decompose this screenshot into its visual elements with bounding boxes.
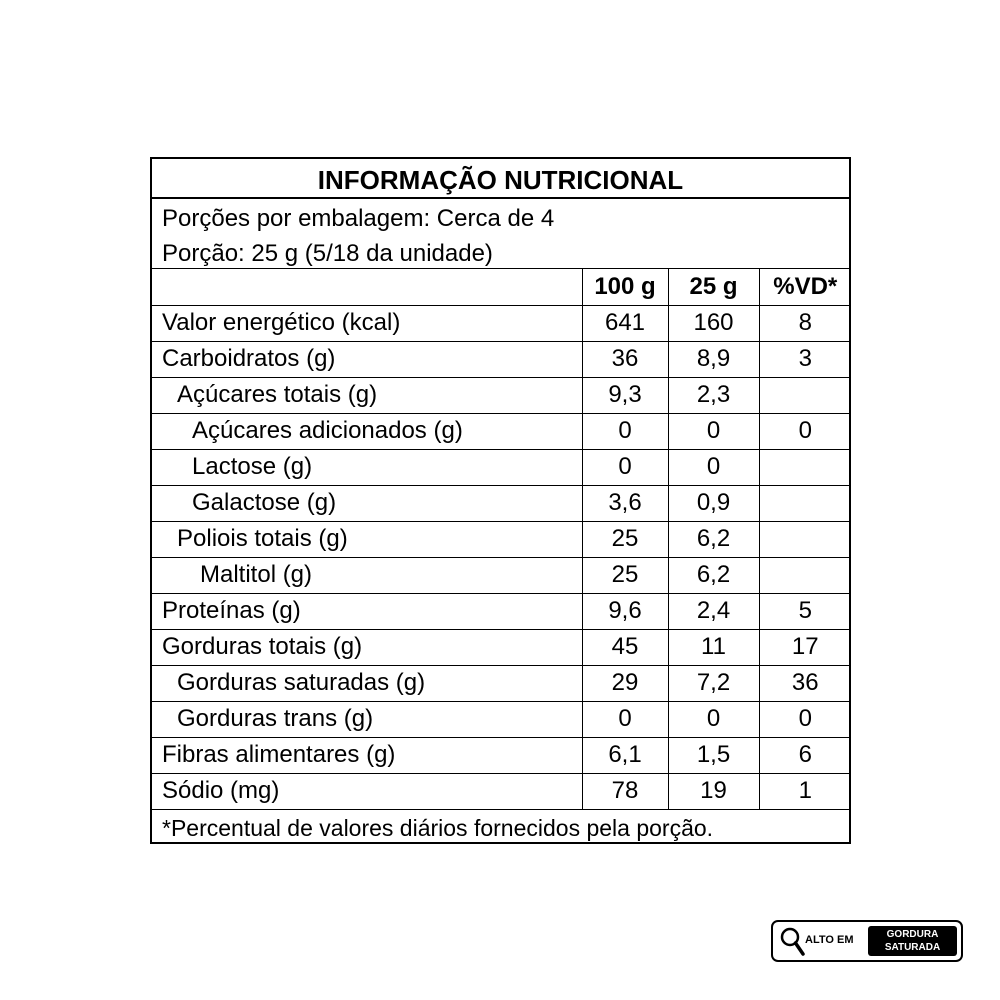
- header-vd: %VD*: [759, 269, 851, 305]
- seal-nutrient-box: [868, 926, 957, 956]
- value-portion: 160: [668, 305, 759, 341]
- nutrient-label: Galactose (g): [152, 485, 582, 521]
- value-100g: 9,3: [582, 377, 668, 413]
- value-portion: 0: [668, 413, 759, 449]
- value-portion: 1,5: [668, 737, 759, 773]
- value-vd: 3: [759, 341, 851, 377]
- value-portion: 6,2: [668, 521, 759, 557]
- value-portion: 6,2: [668, 557, 759, 593]
- nutrient-label: Valor energético (kcal): [152, 305, 582, 341]
- value-100g: 641: [582, 305, 668, 341]
- table-row: [152, 773, 851, 809]
- nutrition-table: [152, 269, 851, 810]
- nutrient-label: Açúcares adicionados (g): [152, 413, 582, 449]
- value-vd: 0: [759, 413, 851, 449]
- value-100g: 25: [582, 521, 668, 557]
- value-portion: 2,3: [668, 377, 759, 413]
- value-vd: 5: [759, 593, 851, 629]
- value-100g: 0: [582, 449, 668, 485]
- table-row: [152, 737, 851, 773]
- value-vd: [759, 521, 851, 557]
- portion-info: [152, 199, 849, 269]
- nutrient-label: Poliois totais (g): [152, 521, 582, 557]
- serving-size: Porção: 25 g (5/18 da unidade): [162, 240, 493, 267]
- value-100g: 3,6: [582, 485, 668, 521]
- value-vd: [759, 485, 851, 521]
- header-100g: 100 g: [582, 269, 668, 305]
- seal-line2: SATURADA: [884, 942, 941, 953]
- value-100g: 29: [582, 665, 668, 701]
- seal-line1: GORDURA: [886, 929, 939, 940]
- value-vd: [759, 557, 851, 593]
- value-portion: 2,4: [668, 593, 759, 629]
- nutrient-label: Carboidratos (g): [152, 341, 582, 377]
- value-portion: 19: [668, 773, 759, 809]
- table-row: [152, 413, 851, 449]
- table-row: [152, 665, 851, 701]
- table-row: [152, 557, 851, 593]
- value-vd: 36: [759, 665, 851, 701]
- table-row: [152, 341, 851, 377]
- nutrient-label: Açúcares totais (g): [152, 377, 582, 413]
- table-row: [152, 305, 851, 341]
- value-vd: 0: [759, 701, 851, 737]
- table-row: [152, 629, 851, 665]
- table-row: [152, 485, 851, 521]
- value-vd: [759, 377, 851, 413]
- table-row: [152, 701, 851, 737]
- value-100g: 6,1: [582, 737, 668, 773]
- table-row: [152, 593, 851, 629]
- value-100g: 78: [582, 773, 668, 809]
- table-row: [152, 377, 851, 413]
- servings-per-package: Porções por embalagem: Cerca de 4: [162, 205, 555, 232]
- nutrient-label: Lactose (g): [152, 449, 582, 485]
- value-vd: [759, 449, 851, 485]
- nutrient-label: Fibras alimentares (g): [152, 737, 582, 773]
- value-100g: 45: [582, 629, 668, 665]
- high-saturated-fat-seal: [771, 920, 963, 962]
- table-row: [152, 521, 851, 557]
- nutrient-label: Gorduras totais (g): [152, 629, 582, 665]
- nutrient-label: Proteínas (g): [152, 593, 582, 629]
- nutrient-label: Gorduras saturadas (g): [152, 665, 582, 701]
- footnote: *Percentual de valores diários fornecidos pela porção.: [162, 814, 714, 841]
- value-portion: 0: [668, 449, 759, 485]
- value-vd: 6: [759, 737, 851, 773]
- value-100g: 9,6: [582, 593, 668, 629]
- nutrition-facts-panel: [150, 157, 851, 844]
- header-portion: 25 g: [668, 269, 759, 305]
- nutrient-label: Gorduras trans (g): [152, 701, 582, 737]
- panel-title: INFORMAÇÃO NUTRICIONAL: [152, 159, 849, 199]
- value-100g: 0: [582, 413, 668, 449]
- value-100g: 0: [582, 701, 668, 737]
- value-portion: 7,2: [668, 665, 759, 701]
- value-vd: 8: [759, 305, 851, 341]
- value-100g: 36: [582, 341, 668, 377]
- table-row: [152, 449, 851, 485]
- value-portion: 8,9: [668, 341, 759, 377]
- value-100g: 25: [582, 557, 668, 593]
- header-blank: [152, 269, 582, 305]
- value-vd: 1: [759, 773, 851, 809]
- nutrient-label: Sódio (mg): [152, 773, 582, 809]
- value-portion: 0,9: [668, 485, 759, 521]
- value-portion: 11: [668, 629, 759, 665]
- value-portion: 0: [668, 701, 759, 737]
- seal-alto-em: ALTO EM: [805, 934, 854, 946]
- nutrient-label: Maltitol (g): [152, 557, 582, 593]
- value-vd: 17: [759, 629, 851, 665]
- header-row: [152, 269, 851, 305]
